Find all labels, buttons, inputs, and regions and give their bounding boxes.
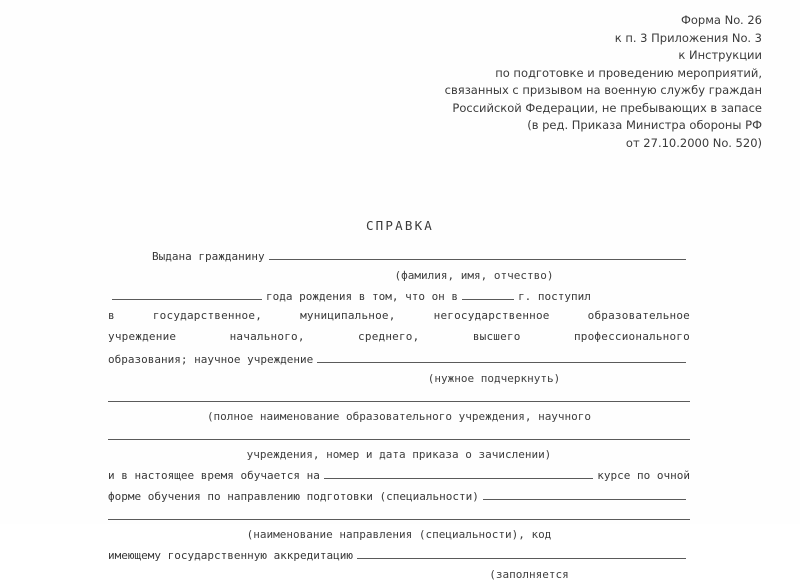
inst1-w4: негосударственное: [433, 309, 550, 322]
input-specialty-top[interactable]: [483, 488, 686, 500]
row-caption-fio: [108, 269, 690, 288]
header-line-1: Форма No. 26: [681, 13, 762, 27]
inst1-w3: муниципальное,: [300, 309, 396, 322]
header-line-7: (в ред. Приказа Министра обороны РФ: [527, 118, 762, 132]
label-birth-year-tail: г. поступил: [518, 290, 591, 303]
caption-direction-code: (наименование направления (специальности), код: [246, 528, 552, 541]
label-accreditation: имеющему государственную аккредитацию: [108, 549, 354, 562]
row-institution-2: [108, 330, 690, 351]
header-line-8: от 27.10.2000 No. 520): [625, 135, 762, 150]
page-title: СПРАВКА: [365, 218, 435, 233]
row-rule-specialty: [108, 509, 690, 528]
row-currently-studies: [108, 467, 690, 488]
header-line-3: к Инструкции: [678, 48, 762, 62]
caption-order: учреждения, номер и дата приказа о зачислении): [246, 448, 552, 461]
input-full-institution-name[interactable]: [108, 391, 690, 402]
row-caption-filled-by: [108, 568, 690, 587]
row-caption-full-name: [108, 410, 690, 429]
institution-line-2: [108, 330, 690, 343]
row-accreditation: [108, 547, 690, 568]
header-line-5: связанных с призывом на военную службу граждан: [444, 83, 762, 97]
form-header: [262, 12, 762, 152]
row-form-of-study: [108, 488, 690, 509]
label-currently-studies: и в настоящее время обучается на: [108, 469, 320, 482]
row-rule-full-name: [108, 391, 690, 410]
input-entry-year[interactable]: [462, 288, 514, 300]
inst2-w5: профессионального: [573, 330, 690, 343]
label-form-of-study: форме обучения по направлению подготовки (специальности): [108, 490, 479, 503]
caption-underline: (нужное подчеркнуть): [427, 372, 561, 385]
input-birth-year[interactable]: [112, 288, 262, 300]
input-specialty-name[interactable]: [108, 509, 690, 520]
inst2-w3: среднего,: [358, 330, 420, 343]
input-accreditation[interactable]: [357, 547, 686, 559]
row-institution-3: [108, 351, 690, 372]
header-line-2: к п. 3 Приложения No. 3: [614, 30, 762, 45]
input-fio[interactable]: [269, 248, 686, 260]
header-line-4: по подготовке и проведению мероприятий,: [495, 65, 762, 80]
input-order-number-date[interactable]: [108, 429, 690, 440]
inst1-w5: образовательное: [587, 309, 690, 322]
row-caption-underline: [108, 372, 690, 391]
row-rule-order: [108, 429, 690, 448]
form-body: [108, 248, 690, 587]
input-scientific-institution[interactable]: [317, 351, 686, 363]
row-institution-1: [108, 309, 690, 330]
row-caption-order: [108, 448, 690, 467]
row-caption-direction: [108, 528, 690, 547]
inst2-w2: начального,: [229, 330, 305, 343]
inst2-w4: высшего: [472, 330, 521, 343]
row-birth-year: [108, 288, 690, 309]
header-line-6: Российской Федерации, не пребывающих в запасе: [452, 100, 762, 115]
input-course[interactable]: [324, 467, 593, 479]
inst1-w1: в: [108, 309, 115, 322]
row-issued-to: [108, 248, 690, 269]
label-issued-to: Выдана гражданину: [152, 250, 265, 263]
label-institution-3: образования; научное учреждение: [108, 353, 314, 366]
caption-filled-by: (заполняется: [489, 568, 569, 581]
label-birth-year: года рождения в том, что он в: [266, 290, 459, 303]
caption-fio: (фамилия, имя, отчество): [394, 269, 554, 282]
inst1-w2: государственное,: [152, 309, 263, 322]
institution-line-1: [108, 309, 690, 322]
inst2-w1: учреждение: [108, 330, 177, 343]
label-course-tail: курсе по очной: [597, 469, 690, 482]
caption-full-name: (полное наименование образовательного учреждения, научного: [206, 410, 592, 423]
